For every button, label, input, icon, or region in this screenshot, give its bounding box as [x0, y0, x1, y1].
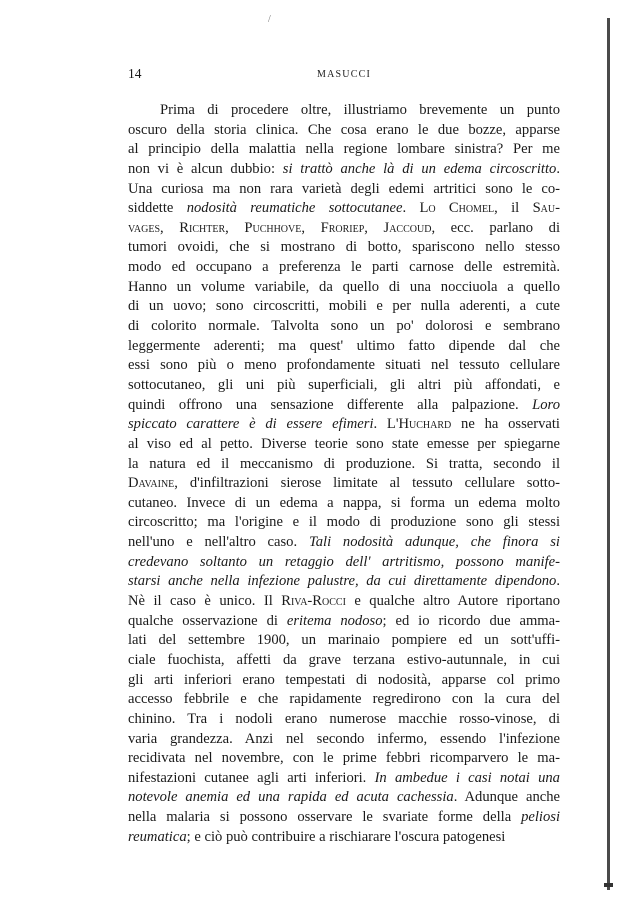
text-segment: la natura ed il meccanismo di produzione. Si tratta, secondo il — [128, 455, 560, 472]
text-segment: leggermente aderenti; ma quest' ultimo fatto dipende dal che — [128, 337, 560, 354]
text-segment: Hanno un volume variabile, da quello di una nocciuola a quello — [128, 278, 560, 295]
text-segment: gli arti inferiori erano tempestati di nodosità, apparse col primo — [128, 671, 560, 688]
italic-text: starsi anche nella infezione palustre, da cui direttamente dipendono — [128, 573, 557, 590]
italic-text: nodosità reumatiche sottocutanee — [186, 200, 403, 217]
text-segment: e qualche altro Autore riportano — [345, 593, 560, 610]
text-segment: non vi è alcun dubbio: — [128, 160, 283, 177]
author-name: Jaccoud — [383, 219, 432, 236]
text-line — [128, 258, 560, 278]
text-line — [128, 788, 560, 808]
text-segment: , — [301, 219, 321, 236]
text-line — [128, 121, 560, 141]
author-name: vages — [128, 219, 161, 236]
text-line — [128, 474, 560, 494]
text-segment: nifestazioni cutanee agli arti inferiori. — [128, 769, 375, 786]
text-line — [128, 769, 560, 789]
author-name: Lo Chomel — [419, 200, 495, 217]
page-header — [128, 66, 560, 84]
text-segment: nella malaria si possono osservare le svariate forme della — [128, 809, 522, 826]
italic-text: reumatica — [128, 828, 187, 845]
text-segment: , il — [494, 200, 533, 217]
text-line — [128, 671, 560, 691]
text-segment: modo ed occupano a preferenza le parti carnose delle estremità. — [128, 259, 560, 276]
text-line — [128, 278, 560, 298]
text-line — [128, 337, 560, 357]
text-segment: . Adunque anche — [453, 789, 561, 806]
text-segment: tumori ovoidi, che si mostrano di botto, spariscono nello stesso — [128, 239, 560, 256]
text-line — [128, 396, 560, 416]
text-line — [128, 572, 560, 592]
text-segment: varia grandezza. Anzi nel secondo infermo, essendo l'infezione — [128, 730, 560, 747]
text-segment: . — [556, 573, 560, 590]
text-line — [128, 101, 560, 121]
text-line — [128, 808, 560, 828]
text-segment: chinino. Tra i nodoli erano numerose macchie rosso-vinose, di — [128, 710, 560, 727]
text-segment: siddette — [128, 200, 187, 217]
text-line — [128, 690, 560, 710]
body-text — [128, 101, 560, 847]
text-segment: Una curiosa ma non rara varietà degli edemi artritici sono le co- — [128, 180, 560, 197]
text-line — [128, 219, 560, 239]
page-number: 14 — [128, 66, 142, 81]
text-segment: essi sono più o meno profondamente situati nel tessuto cellulare — [128, 357, 560, 374]
text-segment: ne ha osservati — [451, 416, 560, 433]
text-segment: cutaneo. Invece di un edema a nappa, si forma un edema molto — [128, 494, 560, 511]
italic-text: notevole anemia ed una rapida ed acuta cachessia — [128, 789, 454, 806]
italic-text: peliosi — [521, 809, 560, 826]
italic-text: Tali nodosità adunque, che finora si — [308, 534, 560, 551]
text-line — [128, 160, 560, 180]
text-line — [128, 730, 560, 750]
italic-text: In ambedue i casi notai una — [374, 769, 560, 786]
text-line — [128, 317, 560, 337]
running-head: MASUCCI — [317, 69, 371, 80]
text-segment: circoscritto; ma l'origine e il modo di produzione sono gli stessi — [128, 514, 560, 531]
text-line — [128, 376, 560, 396]
text-segment: sottocutaneo, gli uni più superficiali, gli altri più affondati, e — [128, 376, 560, 393]
text-line — [128, 592, 560, 612]
text-line — [128, 180, 560, 200]
text-segment: , — [160, 219, 180, 236]
text-segment: al viso ed al petto. Diverse teorie sono state emesse per spiegarne — [128, 435, 560, 452]
text-line — [128, 199, 560, 219]
italic-text: eritema nodoso — [286, 612, 383, 629]
text-segment: , — [225, 219, 245, 236]
text-line — [128, 356, 560, 376]
text-line — [128, 828, 560, 848]
text-segment: Nè il caso è unico. Il — [128, 593, 282, 610]
text-segment: nell'uno e nell'altro caso. — [128, 534, 309, 551]
text-segment: . — [556, 160, 560, 177]
author-name: Froriep — [320, 219, 365, 236]
italic-text: spiccato carattere è di essere efimeri — [128, 416, 374, 433]
text-line — [128, 238, 560, 258]
text-line — [128, 140, 560, 160]
text-segment: lati del settembre 1900, un marinaio pompiere ed un sott'uffi- — [128, 632, 560, 649]
text-segment: di un uovo; sono circoscritti, mobili e per nulla aderenti, a cute — [128, 298, 560, 315]
italic-text: Loro — [532, 396, 560, 413]
text-line — [128, 415, 560, 435]
text-line — [128, 710, 560, 730]
text-segment: ; e ciò può contribuire a rischiarare l'oscura patogenesi — [186, 828, 506, 845]
text-line — [128, 513, 560, 533]
text-line — [128, 749, 560, 769]
text-segment: , d'infiltrazioni sierose limitate al tessuto cellulare sotto- — [174, 475, 560, 492]
text-segment: al principio della malattia nella regione lombare sinistra? Per me — [128, 141, 560, 158]
text-line — [128, 533, 560, 553]
text-segment: oscuro della storia clinica. Che cosa erano le due bozze, apparse — [128, 121, 560, 138]
author-name: Riva-Rocci — [281, 593, 346, 610]
text-line — [128, 494, 560, 514]
italic-text: credevano soltanto un retaggio dell' artritismo, possono manife- — [128, 553, 560, 570]
author-name: Puchhove — [244, 219, 302, 236]
text-line — [128, 612, 560, 632]
text-segment: qualche osservazione di — [128, 612, 287, 629]
text-line — [128, 553, 560, 573]
author-name: Davaine — [128, 475, 175, 492]
text-segment: , — [364, 219, 384, 236]
author-name: Richter — [179, 219, 226, 236]
text-segment: . L' — [373, 416, 399, 433]
top-mark: / — [268, 14, 271, 25]
text-segment: accesso febbrile e che rapidamente regredirono con la cura del — [128, 691, 560, 708]
page-edge-line — [607, 18, 610, 890]
text-segment: recidivata nel novembre, con le prime febbri ricomparvero le ma- — [128, 750, 560, 767]
text-line — [128, 455, 560, 475]
text-line — [128, 651, 560, 671]
text-segment: quindi offrono una sensazione differente alla palpazione. — [128, 396, 533, 413]
author-name: Huchard — [398, 416, 452, 433]
text-segment: ciale fuochista, affetti da grave terzana estivo-autunnale, in cui — [128, 651, 560, 668]
text-segment: . — [402, 200, 420, 217]
text-segment: di colorito normale. Talvolta sono un po' dolorosi e sembrano — [128, 318, 560, 335]
text-segment: , ecc. parlano di — [431, 219, 561, 236]
author-name: Sau- — [532, 200, 560, 217]
text-segment: ; ed io ricordo due amma- — [382, 612, 560, 629]
text-segment: Prima di procedere oltre, illustriamo brevemente un punto — [160, 102, 560, 118]
italic-text: si trattò anche là di un edema circoscritto — [282, 160, 557, 177]
text-line — [128, 631, 560, 651]
text-line — [128, 435, 560, 455]
text-line — [128, 297, 560, 317]
page-edge-tick — [604, 883, 613, 887]
